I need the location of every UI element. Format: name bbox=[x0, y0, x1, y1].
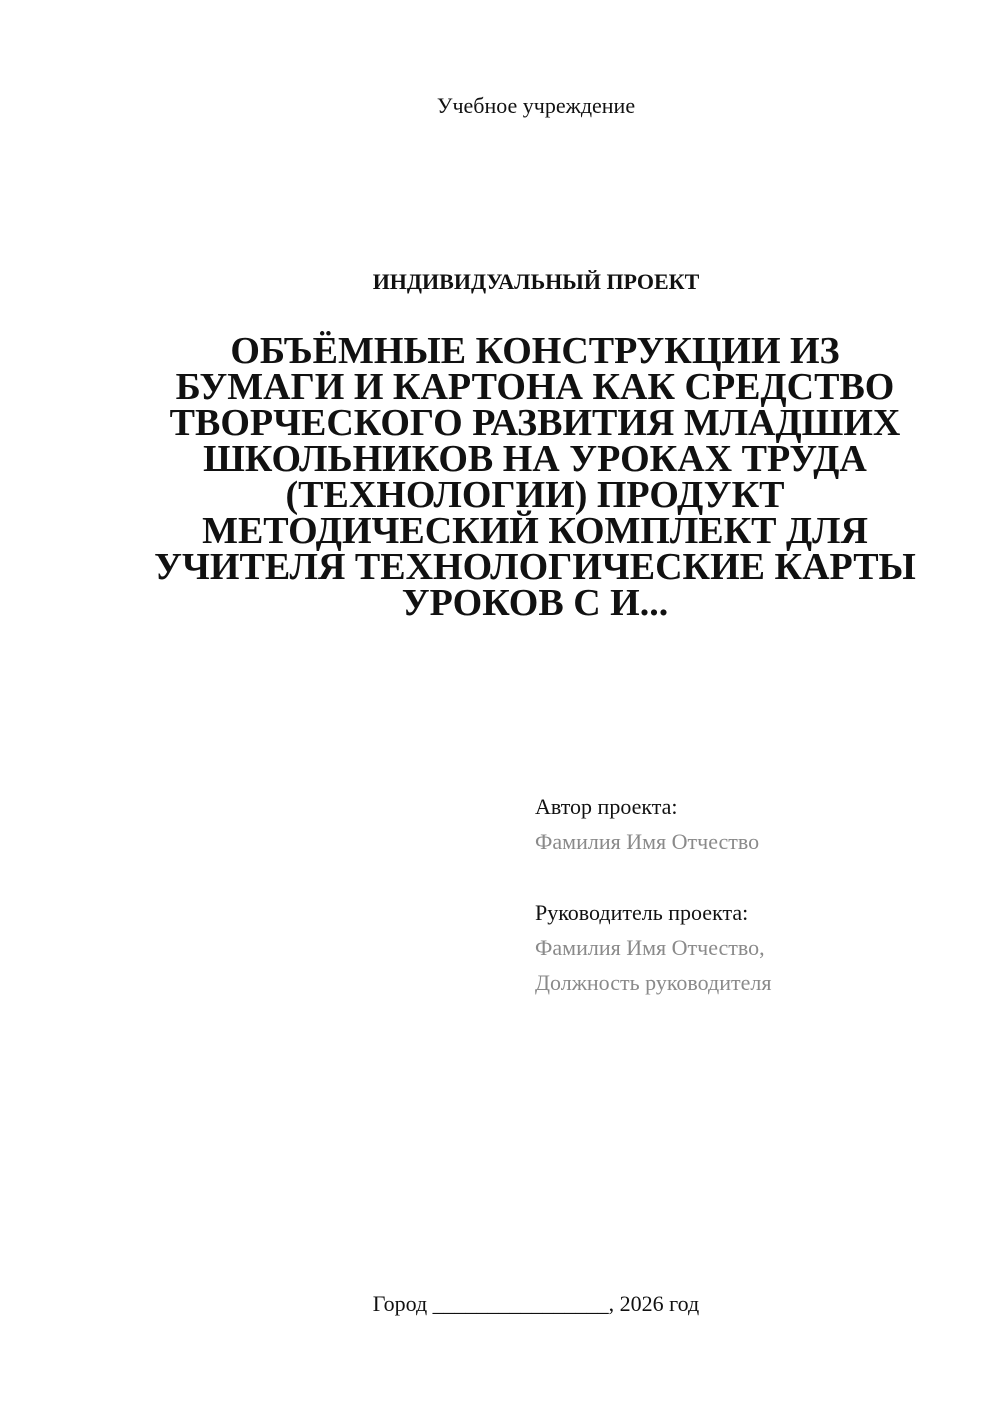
supervisor-label: Руководитель проекта: bbox=[535, 900, 749, 925]
title-line: ОБЪЁМНЫЕ КОНСТРУКЦИИ ИЗ bbox=[230, 330, 840, 372]
title-line: (ТЕХНОЛОГИИ) ПРОДУКТ bbox=[285, 474, 785, 516]
credits-block bbox=[535, 789, 975, 1036]
institution-name: Учебное учреждение bbox=[436, 93, 636, 118]
title-line: ШКОЛЬНИКОВ НА УРОКАХ ТРУДА bbox=[203, 438, 867, 480]
title-line: ТВОРЧЕСКОГО РАЗВИТИЯ МЛАДШИХ bbox=[169, 402, 901, 444]
author-name: Фамилия Имя Отчество bbox=[535, 829, 760, 854]
project-title bbox=[140, 330, 930, 624]
author-label: Автор проекта: bbox=[535, 794, 678, 819]
title-line: УРОКОВ С И... bbox=[401, 582, 669, 624]
title-line: МЕТОДИЧЕСКИЙ КОМПЛЕКТ ДЛЯ bbox=[202, 510, 868, 552]
city-year-footer: Город ________________, 2026 год bbox=[372, 1291, 700, 1316]
title-line: УЧИТЕЛЯ ТЕХНОЛОГИЧЕСКИЕ КАРТЫ bbox=[154, 546, 916, 588]
supervisor-position: Должность руководителя bbox=[535, 970, 772, 995]
supervisor-name: Фамилия Имя Отчество, bbox=[535, 935, 765, 960]
author-block bbox=[535, 789, 975, 859]
project-type-heading: ИНДИВИДУАЛЬНЫЙ ПРОЕКТ bbox=[372, 269, 700, 294]
title-line: БУМАГИ И КАРТОНА КАК СРЕДСТВО bbox=[175, 366, 895, 408]
supervisor-block bbox=[535, 895, 975, 1000]
